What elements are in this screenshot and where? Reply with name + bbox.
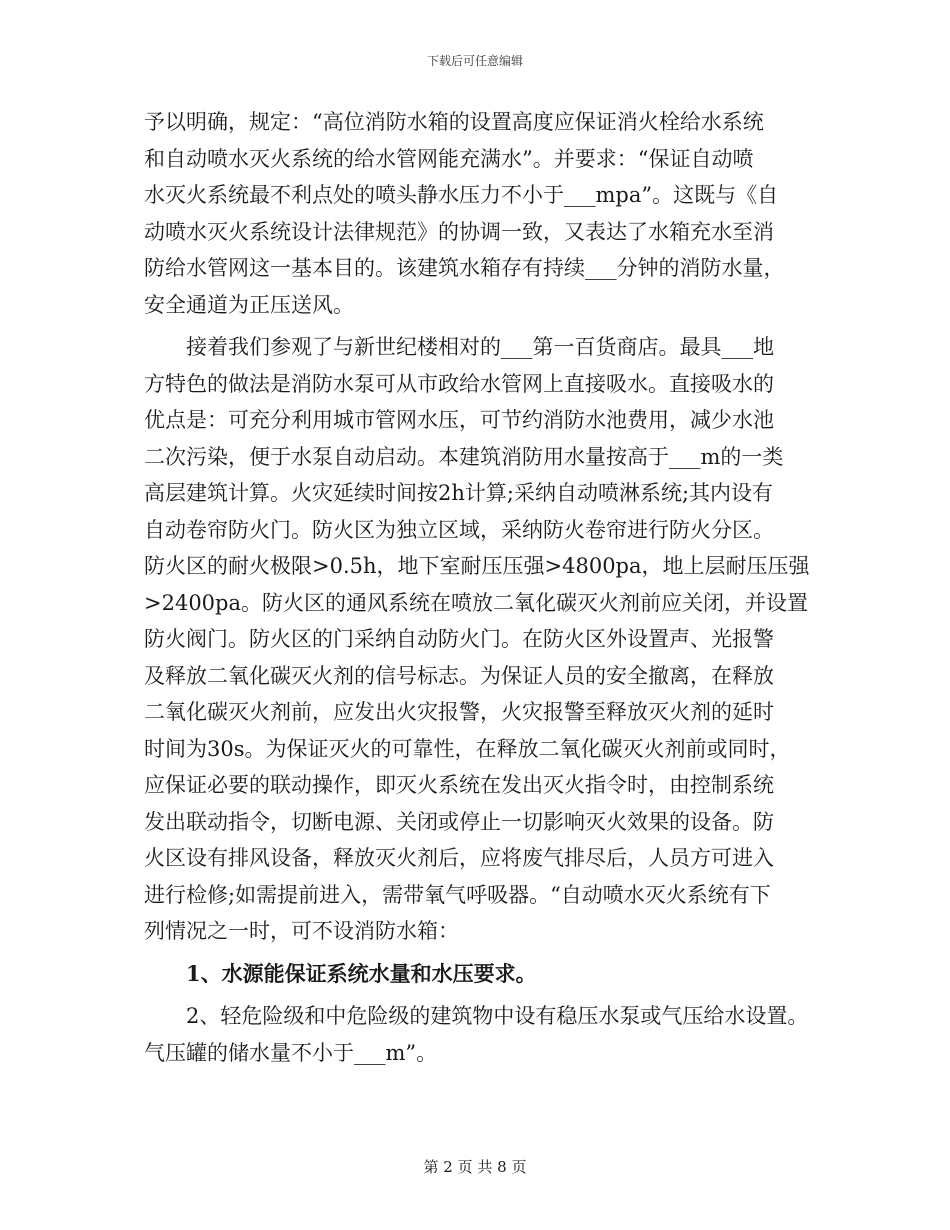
text-line: 应保证必要的联动操作，即灭火系统在发出灭火指令时，由控制系统 <box>144 773 774 797</box>
text-line: 列情况之一时，可不设消防水箱： <box>144 919 459 943</box>
list-item-2 <box>144 998 824 1071</box>
text-line: 动喷水灭火系统设计法律规范》的协调一致，又表达了水箱充水至消 <box>144 219 774 244</box>
text-line: 安全通道为正压送风。 <box>144 292 354 317</box>
text-line: 2、轻危险级和中危险级的建筑物中设有稳压水泵或气压给水设置。 <box>186 1004 809 1028</box>
text-line: 时间为30s。为保证灭火的可靠性，在释放二氧化碳灭火剂前或同时， <box>144 736 791 761</box>
text-line: 进行检修;如需提前进入，需带氧气呼吸器。“自动喷水灭火系统有下 <box>144 882 771 907</box>
page-header: 下载后可任意编辑 <box>426 54 523 68</box>
paragraph-2 <box>144 329 824 950</box>
text-line: 水灭火系统最不利点处的喷头静水压力不小于___mpa”。这既与《自 <box>144 183 779 207</box>
paragraph-1 <box>144 104 824 323</box>
text-line: 防火阀门。防火区的门采纳自动防火门。在防火区外设置声、光报警 <box>144 627 774 651</box>
text-line: 自动卷帘防火门。防火区为独立区域，采纳防火卷帘进行防火分区。 <box>144 517 774 542</box>
text-line: 防火区的耐火极限>0.5h，地下室耐压压强>4800pa，地上层耐压压强 <box>144 554 810 578</box>
text-line: >2400pa。防火区的通风系统在喷放二氧化碳灭火剂前应关闭，并设置 <box>144 590 808 615</box>
text-line: 予以明确，规定：“高位消防水箱的设置高度应保证消火栓给水系统 <box>144 110 764 134</box>
text-line: 优点是：可充分利用城市管网水压，可节约消防水池费用，减少水池 <box>144 408 774 432</box>
document-body <box>144 104 824 1071</box>
text-line: 和自动喷水灭火系统的给水管网能充满水”。并要求：“保证自动喷 <box>144 146 754 171</box>
text-line: 高层建筑计算。火灾延续时间按2h计算;采纳自动喷淋系统;其内设有 <box>144 481 774 505</box>
text-line: 方特色的做法是消防水泵可从市政给水管网上直接吸水。直接吸水的 <box>144 371 774 396</box>
text-line: 二氧化碳灭火剂前，应发出火灾报警，火灾报警至释放灭火剂的延时 <box>144 700 774 724</box>
text-line: 发出联动指令，切断电源、关闭或停止一切影响灭火效果的设备。防 <box>144 809 774 834</box>
text-line: 1、水源能保证系统水量和水压要求。 <box>186 960 537 986</box>
page-number: 第 2 页 共 8 页 <box>423 1158 527 1176</box>
text-line: 二次污染，便于水泵自动启动。本建筑消防用水量按高于___m的一类 <box>144 444 784 469</box>
text-line: 火区设有排风设备，释放灭火剂后，应将废气排尽后，人员方可进入 <box>144 846 774 870</box>
text-line: 及释放二氧化碳灭火剂的信号标志。为保证人员的安全撤离，在释放 <box>144 663 774 688</box>
text-line: 防给水管网这一基本目的。该建筑水箱存有持续___分钟的消防水量， <box>144 256 785 280</box>
text-line: 气压罐的储水量不小于___m”。 <box>144 1040 438 1065</box>
list-item-1 <box>144 956 824 993</box>
text-line: 接着我们参观了与新世纪楼相对的___第一百货商店。最具___地 <box>186 335 774 359</box>
